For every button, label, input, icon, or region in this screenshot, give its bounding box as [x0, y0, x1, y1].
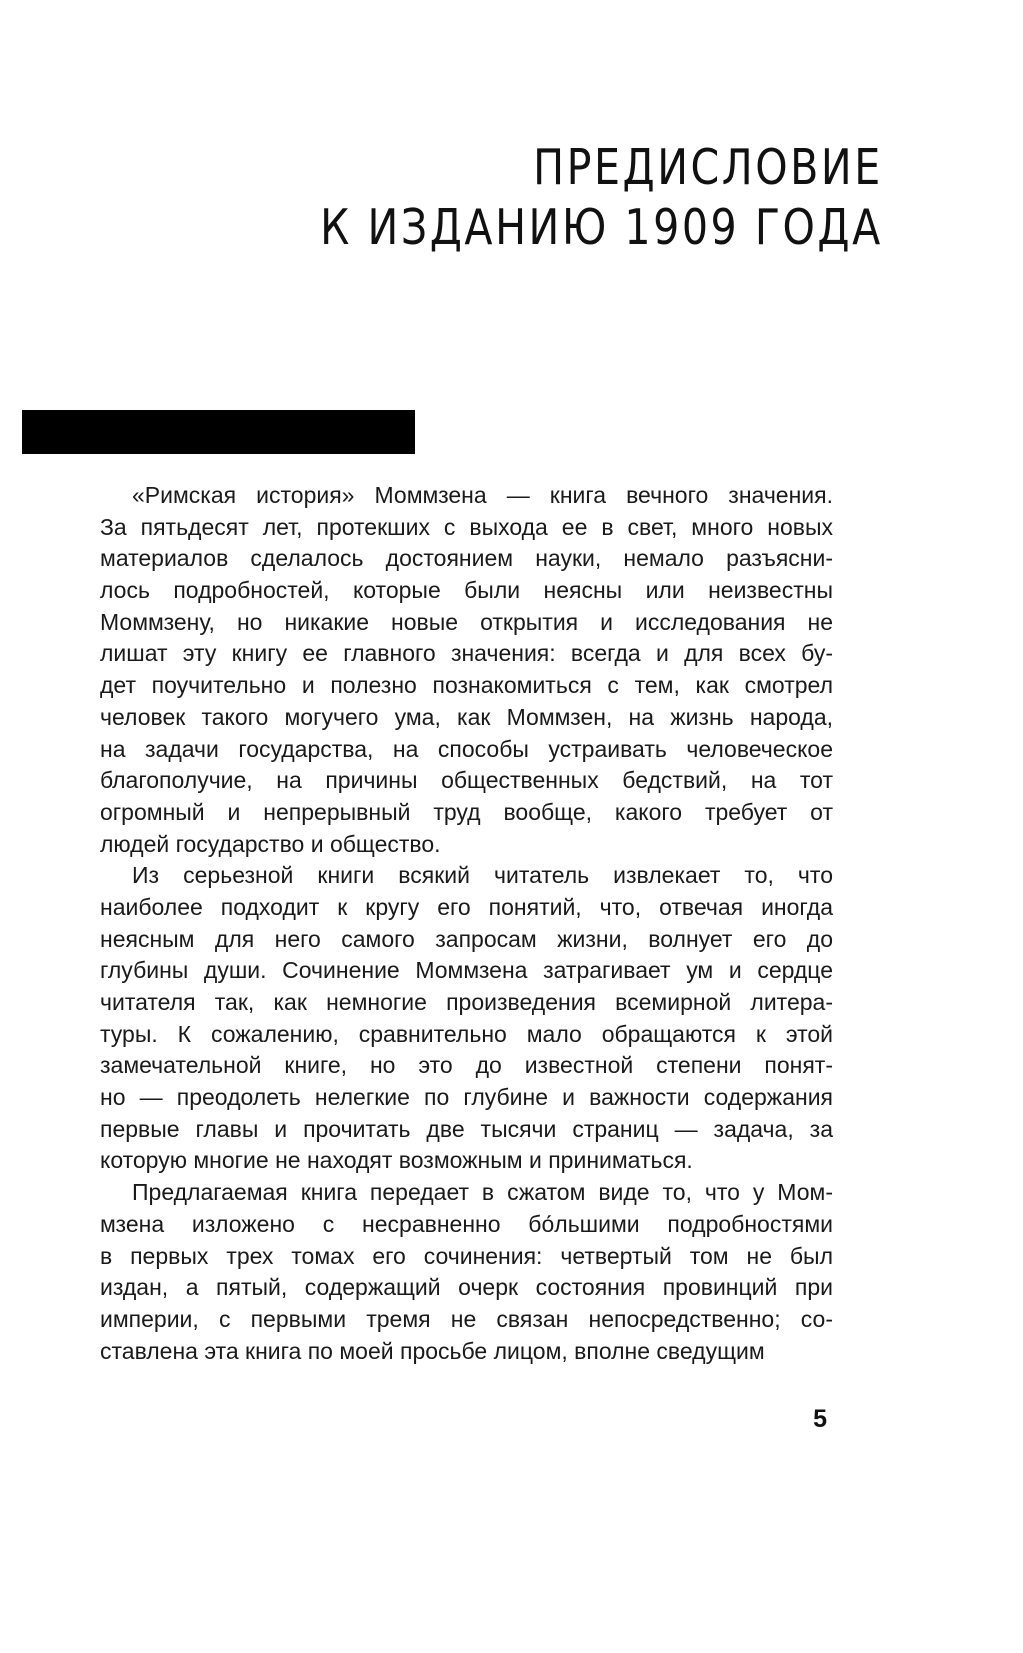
text-line: глубины души. Сочинение Моммзена затрагивает ум и сердце	[100, 957, 833, 984]
text-line: на задачи государства, на способы устраивать человеческое	[100, 735, 833, 762]
text-line: Предлагаемая книга передает в сжатом виде то, что у Мом-	[132, 1179, 833, 1206]
text-line: замечательной книге, но это до известной степени понят-	[100, 1052, 833, 1079]
paragraph	[100, 1177, 833, 1367]
text-line: читателя так, как немногие произведения всемирной литера-	[100, 989, 833, 1015]
text-line: первые главы и прочитать две тысячи страниц — задача, за	[100, 1115, 833, 1142]
text-line: лишат эту книгу ее главного значения: всегда и для всех бу-	[100, 640, 833, 667]
text-line: ставлена эта книга по моей просьбе лицом, вполне сведущим	[100, 1337, 765, 1364]
text-line: наиболее подходит к кругу его понятий, что, отвечая иногда	[100, 893, 833, 920]
text-line: Моммзену, но никакие новые открытия и исследования не	[100, 608, 833, 635]
text-line: но — преодолеть нелегкие по глубине и важности содержания	[100, 1084, 833, 1111]
text-line: людей государство и общество.	[100, 830, 441, 857]
redaction-bar	[22, 410, 415, 454]
text-line: туры. К сожалению, сравнительно мало обращаются к этой	[100, 1020, 833, 1047]
text-line: в первых трех томах его сочинения: четвертый том не был	[100, 1242, 833, 1269]
text-line: За пятьдесят лет, протекших с выхода ее в свет, много новых	[100, 513, 833, 540]
text-line: издан, а пятый, содержащий очерк состояния провинций при	[100, 1274, 833, 1301]
text-line: которую многие не находят возможным и приниматься.	[100, 1147, 693, 1174]
text-line: благополучие, на причины общественных бедствий, на тот	[100, 767, 833, 794]
paragraph	[100, 480, 833, 860]
page-title	[320, 138, 883, 258]
title-line-1: ПРЕДИСЛОВИЕ	[533, 139, 883, 196]
text-line: неясным для него самого запросам жизни, волнует его до	[100, 925, 833, 952]
text-line: материалов сделалось достоянием науки, немало разъясни-	[100, 545, 833, 572]
text-line: лось подробностей, которые были неясны или неизвестны	[100, 577, 833, 604]
text-line: «Римская история» Моммзена — книга вечного значения.	[132, 482, 833, 508]
text-line: империи, с первыми тремя не связан непосредственно; со-	[100, 1305, 833, 1332]
text-line: дет поучительно и полезно познакомиться с тем, как смотрел	[100, 672, 833, 699]
text-line: огромный и непрерывный труд вообще, какого требует от	[100, 798, 833, 825]
text-line: мзена изложено с несравненно бо́льшими подробностями	[100, 1210, 833, 1237]
page-number: 5	[813, 1405, 827, 1433]
body-text	[100, 480, 833, 1367]
text-line: Из серьезной книги всякий читатель извлекает то, что	[132, 862, 833, 889]
text-line: человек такого могучего ума, как Моммзен, на жизнь народа,	[100, 703, 833, 730]
title-line-2: К ИЗДАНИЮ 1909 ГОДА	[320, 199, 883, 256]
paragraph	[100, 860, 833, 1177]
